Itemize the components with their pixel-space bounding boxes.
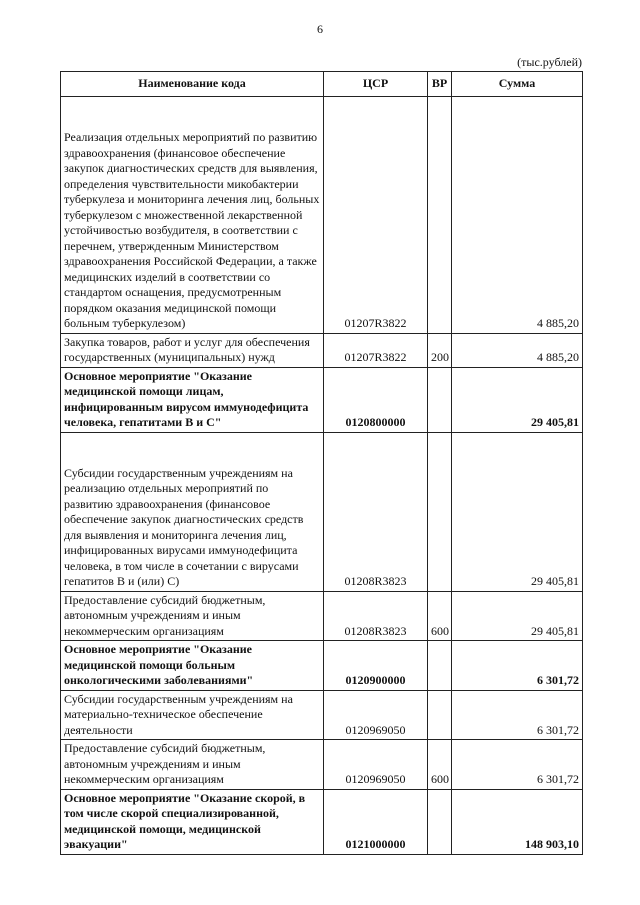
row-name-text: Реализация отдельных мероприятий по развитию здравоохранения (финансовое обеспечение закупок диагностических средств для выявления, определения чувствительности микобактерии туберкулеза и мониторинга лечения лиц, больных туберкулезом с множественной лекарственной устойчивостью возбудителя, в соответствии с перечнем, утвержденным Министерством здравоохранения Российской Федерации, а также медицинских изделий в соответствии со стандартом оснащения, предусмотренным порядком оказания медицинской помощи больным туберкулезом) [64, 130, 320, 330]
row-sum: 4 885,20 [452, 333, 583, 367]
row-sum: 29 405,81 [452, 432, 583, 591]
table-header-row [61, 72, 583, 97]
row-vr: 600 [428, 740, 452, 790]
row-sum: 6 301,72 [452, 740, 583, 790]
row-csr: 01207R3822 [324, 97, 428, 334]
row-csr: 01207R3822 [324, 333, 428, 367]
row-sum: 6 301,72 [452, 641, 583, 691]
row-sum: 29 405,81 [452, 367, 583, 432]
row-csr: 0121000000 [324, 789, 428, 854]
row-vr [428, 97, 452, 334]
table-row [61, 591, 583, 641]
header-sum: Сумма [452, 72, 583, 97]
row-csr: 0120800000 [324, 367, 428, 432]
table-row [61, 641, 583, 691]
row-csr: 0120969050 [324, 740, 428, 790]
row-name [61, 97, 324, 334]
header-vr: ВР [428, 72, 452, 97]
row-csr: 0120969050 [324, 690, 428, 740]
row-name: Предоставление субсидий бюджетным, автономным учреждениям и иным некоммерческим организациям [61, 740, 324, 790]
row-vr [428, 789, 452, 854]
table-row [61, 432, 583, 591]
table-row [61, 97, 583, 334]
header-name: Наименование кода [61, 72, 324, 97]
row-name [61, 432, 324, 591]
table-row [61, 690, 583, 740]
row-vr [428, 432, 452, 591]
budget-table [60, 71, 583, 855]
row-vr: 200 [428, 333, 452, 367]
row-name: Основное мероприятие "Оказание скорой, в том числе скорой специализированной, медицинской помощи, медицинской эвакуации" [61, 789, 324, 854]
row-sum: 29 405,81 [452, 591, 583, 641]
row-sum: 6 301,72 [452, 690, 583, 740]
row-name-text: Субсидии государственным учреждениям на реализацию отдельных мероприятий по развитию здравоохранения (финансовое обеспечение закупок диагностических средств для выявления и мониторинга лечения лиц, инфицированных вирусами иммунодефицита человека, в том числе в сочетании с вирусами гепатитов В и (или) С) [64, 465, 304, 588]
row-sum: 148 903,10 [452, 789, 583, 854]
row-vr [428, 367, 452, 432]
row-name: Субсидии государственным учреждениям на материально-техническое обеспечение деятельности [61, 690, 324, 740]
units-label: (тыс.рублей) [517, 55, 582, 69]
row-csr: 01208R3823 [324, 591, 428, 641]
row-name: Основное мероприятие "Оказание медицинской помощи больным онкологическими заболеваниями" [61, 641, 324, 691]
row-vr [428, 641, 452, 691]
row-name: Предоставление субсидий бюджетным, автономным учреждениям и иным некоммерческим организациям [61, 591, 324, 641]
table-row [61, 789, 583, 854]
row-name: Закупка товаров, работ и услуг для обеспечения государственных (муниципальных) нужд [61, 333, 324, 367]
row-sum: 4 885,20 [452, 97, 583, 334]
row-name: Основное мероприятие "Оказание медицинской помощи лицам, инфицированным вирусом иммунодефицита человека, гепатитами В и С" [61, 367, 324, 432]
page-number: 6 [317, 22, 323, 36]
row-vr [428, 690, 452, 740]
row-csr: 01208R3823 [324, 432, 428, 591]
table-row [61, 333, 583, 367]
row-csr: 0120900000 [324, 641, 428, 691]
table-row [61, 740, 583, 790]
table-row [61, 367, 583, 432]
row-vr: 600 [428, 591, 452, 641]
header-csr: ЦСР [324, 72, 428, 97]
